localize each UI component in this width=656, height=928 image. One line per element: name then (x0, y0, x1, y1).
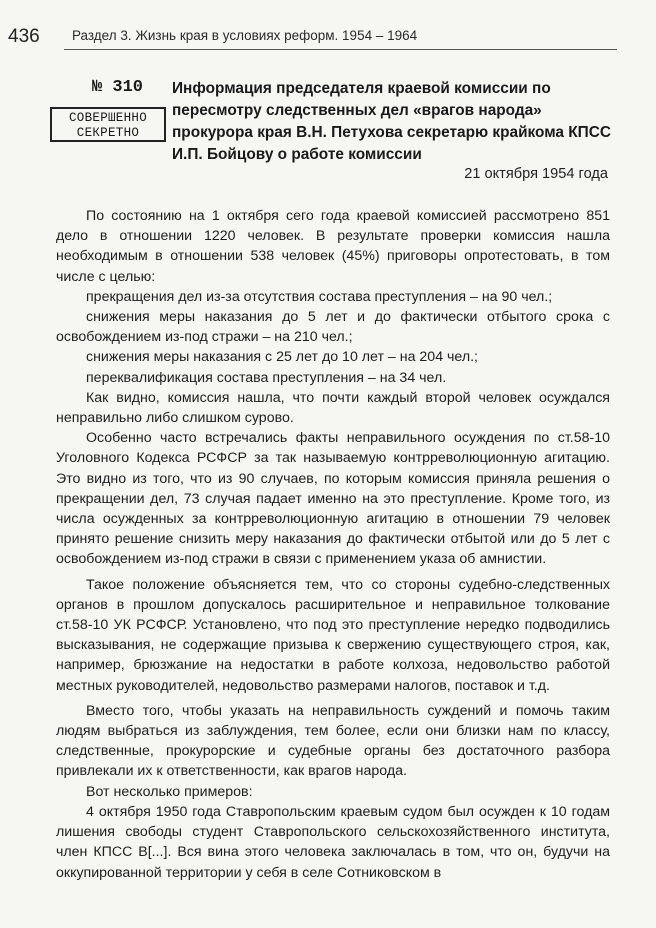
header-rule (64, 49, 617, 50)
stamp-line-2: СЕКРЕТНО (76, 126, 140, 140)
paragraph: Вот несколько примеров: (86, 783, 253, 800)
list-item: снижения меры наказания до 5 лет и до фактически отбытого срока с освобождением из-под стражи – на 210 чел.; (56, 309, 610, 346)
document-title: Информация председателя краевой комиссии по пересмотру следственных дел «врагов народа» прокурора края В.Н. Петухова секретарю крайкома КПСС И.П. Бойцову о работе комиссии (172, 80, 611, 163)
secrecy-stamp (50, 107, 166, 142)
document-date: 21 октября 1954 года (464, 166, 608, 182)
paragraph: Как видно, комиссия нашла, что почти каждый второй человек осуждался неправильно либо слишком сурово. (56, 389, 610, 427)
page-number: 436 (8, 26, 40, 47)
document-number: № 310 (92, 78, 144, 97)
page-header (8, 22, 608, 48)
document-body (56, 206, 610, 883)
list-item: прекращения дел из-за отсутствия состава преступления – на 90 чел.; (86, 288, 553, 305)
running-head: Раздел 3. Жизнь края в условиях реформ. 1954 – 1964 (72, 28, 418, 43)
list-item: снижения меры наказания с 25 лет до 10 лет – на 204 чел.; (86, 349, 478, 366)
paragraph: Такое положение объясняется тем, что со стороны судебно-следственных органов в прошлом допускалось расширительное и неправильное толкование ст.58-10 УК РСФСР. Установлено, что под это преступление нередко подводились высказывания, не содержащие призыва к свержению существующего строя, как, например, брюзжание на недостатки в работе колхоза, недовольство работой местных руководителей, недовольство размерами налогов, поставок и т.д. (56, 576, 610, 694)
list-item: переквалификация состава преступления – на 34 чел. (86, 369, 447, 386)
stamp-line-1: СОВЕРШЕННО (68, 111, 147, 125)
paragraph: Особенно часто встречались факты неправильного осуждения по ст.58-10 Уголовного Кодекса РСФСР за так называемую контрреволюционную агитацию. Это видно из того, что из 90 случаев, по которым комиссия приняла решения о прекращении дел, 73 случая падает именно на это преступление. Кроме того, из числа осужденных за контрреволюционную агитацию в отношении 79 человек принято решение снизить меру наказания до фактически отбытой или до 5 лет с освобождением из-под стражи в связи с применением указа об амнистии. (56, 430, 610, 568)
paragraph: 4 октября 1950 года Ставропольским краевым судом был осужден к 10 годам лишения свободы студент Ставропольского сельскохозяйственного института, член КПСС В[...]. Вся вина этого человека заключалась в том, что он, будучи на оккупированной территории у себя в селе Сотниковском в (56, 803, 610, 881)
paragraph: По состоянию на 1 октября сего года краевой комиссией рассмотрено 851 дело в отношении 1220 человек. В результате проверки комиссия нашла необходимым в отношении 538 человек (45%) приговоры опротестовать, в том числе с целью: (56, 208, 610, 285)
paragraph: Вместо того, чтобы указать на неправильность суждений и помочь таким людям выбраться из заблуждения, тем более, если они близки нам по классу, следственные, прокурорские и судебные органы без достаточного разбора привлекали их к ответственности, как врагов народа. (56, 702, 610, 780)
